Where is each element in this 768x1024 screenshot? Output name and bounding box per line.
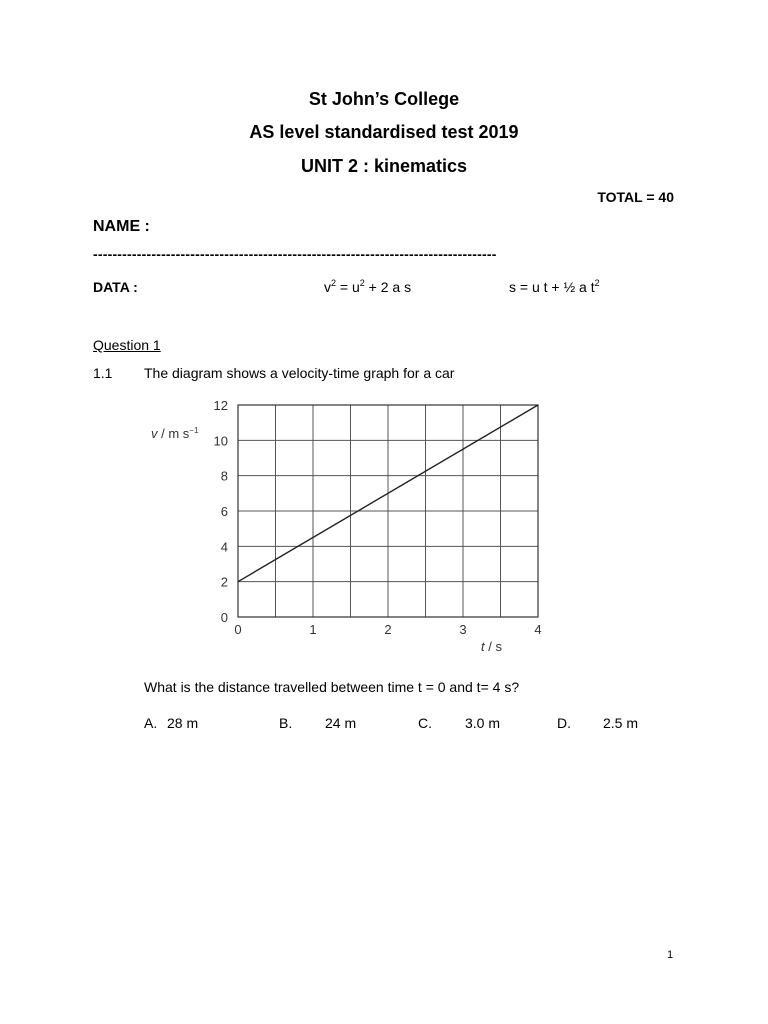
x-tick-label: 3 xyxy=(459,622,467,637)
page-number: 1 xyxy=(667,949,674,961)
x-axis-label: t / s xyxy=(481,639,502,654)
y-tick-label: 8 xyxy=(220,468,228,484)
y-tick-label: 0 xyxy=(220,610,228,625)
option-a-value[interactable]: 28 m xyxy=(167,715,199,731)
option-d-value[interactable]: 2.5 m xyxy=(603,715,639,731)
question-number: 1.1 xyxy=(93,365,113,381)
option-d-label[interactable]: D. xyxy=(557,715,571,731)
y-tick-label: 6 xyxy=(220,504,228,519)
option-b-label[interactable]: B. xyxy=(279,715,293,731)
velocity-time-chart xyxy=(140,390,560,660)
y-axis-label: v / m $s^{-1}$ xyxy=(151,426,199,441)
y-tick-label: 12 xyxy=(213,398,228,413)
x-tick-label: 0 xyxy=(234,622,242,637)
total-marks: TOTAL = 40 xyxy=(597,189,674,205)
question-prompt: What is the distance travelled between time t = 0 and t= 4 s? xyxy=(144,679,520,695)
x-tick-label: 1 xyxy=(309,622,317,637)
chart-grid xyxy=(238,405,538,617)
equation-displacement: s = u t + ½ a $t^2$ xyxy=(509,278,600,295)
unit-title: UNIT 2 : kinematics xyxy=(300,156,468,176)
x-tick-label: 4 xyxy=(534,622,542,637)
option-a-label[interactable]: A. xyxy=(144,715,158,731)
option-b-value[interactable]: 24 m xyxy=(325,715,357,731)
option-c-value[interactable]: 3.0 m xyxy=(465,715,501,731)
college-title: St John’s College xyxy=(308,89,460,109)
question-heading: Question 1 xyxy=(93,337,161,353)
name-label: NAME : xyxy=(93,218,150,235)
y-tick-label: 10 xyxy=(213,433,228,449)
name-fill-line: ----------------------------------------------------------------------------------- xyxy=(93,246,497,262)
option-c-label[interactable]: C. xyxy=(418,715,432,731)
test-title: AS level standardised test 2019 xyxy=(249,122,519,142)
data-label: DATA : xyxy=(93,279,138,295)
y-tick-label: 2 xyxy=(220,574,228,590)
question-text: The diagram shows a velocity-time graph for a car xyxy=(144,365,455,381)
chart-ticks xyxy=(214,398,542,637)
x-tick-label: 2 xyxy=(384,622,392,637)
y-tick-label: 4 xyxy=(220,539,228,555)
equation-v-squared: $v^2 = u^2 + 2$ a s xyxy=(324,278,412,295)
